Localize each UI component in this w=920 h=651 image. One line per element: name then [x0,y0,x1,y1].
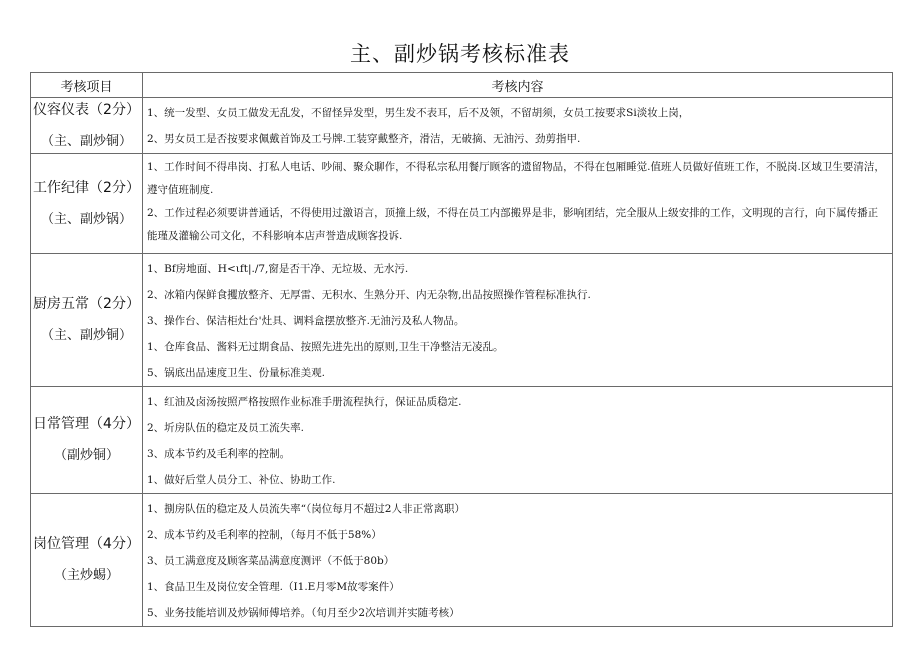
category-cell [31,254,143,387]
content-cell [143,254,893,387]
column-header-content: 考核内容 [143,73,893,98]
table-row [31,494,893,627]
table-row [31,154,893,254]
category-name: 岗位管理（4分） [33,536,140,552]
criterion-item: 1、食品卫生及岗位安全管理.（I1.E月零M故零案件） [147,581,400,593]
assessment-table [30,72,893,627]
criterion-item: 1、仓库食品、酱料无过期食品、按照先进先出的原则,卫生干净整洁无凌乱。 [147,341,504,353]
criterion-item: 5、业务技能培训及炒锅师傅培养。（旬月至少2次培训并实随考核） [147,607,460,619]
category-role: （主、副炒铜） [40,328,132,343]
criterion-item: 2、成本节约及毛利率的控制，（每月不低于58%） [147,529,382,541]
table-row [31,387,893,494]
category-cell [31,154,143,254]
table-header-row [31,73,893,98]
assessment-table-container [30,72,892,619]
criterion-item: 2、冰箱内保鲜食攫放整齐、无厚雷、无积水、生熟分开、内无杂物,出品按照操作管程标准执行. [147,289,591,301]
category-role: （主、副炒锅） [40,211,132,227]
category-cell [31,494,143,627]
criterion-item: 1、捌房队伍的稳定及人员流失率“（岗位每月不超过2人非正常离职） [147,503,465,515]
content-cell [143,154,893,254]
criterion-item: 1、做好后堂人员分工、补位、协助工作. [147,474,336,486]
criterion-item: 1、红油及卤汤按照严格按照作业标准手册流程执行，保证品质稳定. [147,396,462,408]
content-cell [143,494,893,627]
category-name: 仪容仪表（2分） [33,101,140,118]
category-name: 厨房五常（2分） [33,296,140,312]
criterion-item: 1、统一发型、女员工做发无乱发，不留怪异发型，男生发不表耳，后不及领，不留胡须，女员工按要求Si淡妆上岗， [147,107,690,119]
criterion-item: 3、成本节约及毛利率的控制。 [147,448,291,460]
table-row [31,254,893,387]
criterion-item: 2、男女员工是否按要求佩戴首饰及工号牌.工装穿戴整齐，滑洁，无破摘、无油污、劲剪指甲. [147,133,581,145]
category-name: 工作纪律（2分） [33,179,140,196]
criterion-item: 1、Bf房地面、H<ιft|./7,窗是否干净、无垃圾、无水污. [147,263,409,275]
criterion-item: 2、工作过程必须要讲普通话，不得使用过激语言，顶撞上级，不得在员工内部搬界是非，影响团结，完全服从上级安排的工作，文明现的言行，向下属传播正能瑾及灌输公司文化，不科影响本店声誉造成顾客投诉. [147,207,879,242]
criterion-item: 2、圻房队伍的稳定及员工流失率. [147,422,305,434]
category-role: （副炒铜） [53,448,119,463]
content-cell [143,387,893,494]
criterion-item: 3、操作台、保洁柜灶台'灶具、调料盒摆放整齐.无油污及私人物品。 [147,315,465,327]
category-role: （主、副炒铜） [40,133,132,149]
criterion-item: 5、锅底出品速度卫生、份量标准美观. [147,367,326,379]
category-role: （主炒蜴） [53,568,119,583]
criterion-item: 1、工作时间不得串岗、打私人电话、吵闹、聚众聊作，不得私宗私用餐厅顾客的遗留物品，不得在包厢睡觉.值班人员做好值班工作，不脱岗.区域卫生要清洁，遵守值班制度. [147,161,885,196]
page-title: 主、副炒锅考核标准表 [350,42,570,66]
category-cell [31,387,143,494]
table-row [31,98,893,154]
column-header-category: 考核项目 [31,73,143,98]
content-cell [143,98,893,154]
category-cell [31,98,143,154]
category-name: 日常管理（4分） [33,416,140,432]
criterion-item: 3、员工满意度及顾客菜品满意度测评（不低于80b） [147,555,395,567]
